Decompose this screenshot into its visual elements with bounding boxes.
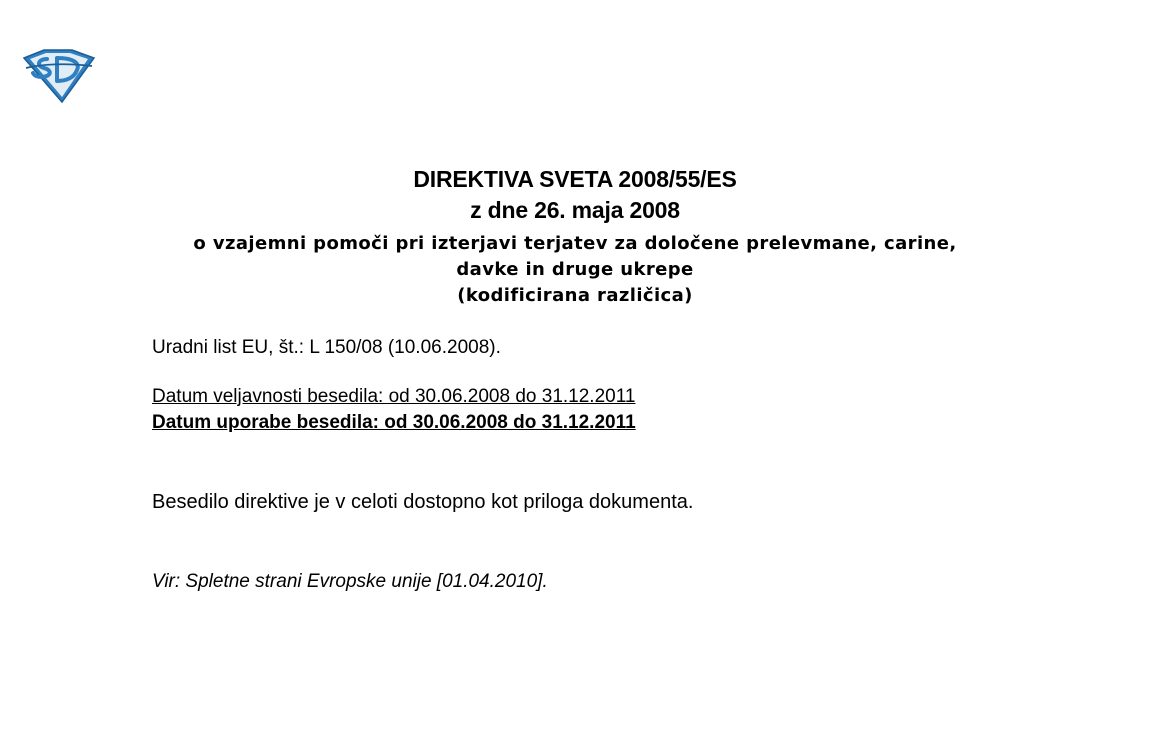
document-date-title: z dne 26. maja 2008: [470, 197, 680, 223]
subtitle-line-2: davke in druge ukrepe: [456, 259, 694, 280]
document-subtitle: [0, 231, 1150, 309]
validity-period: Datum veljavnosti besedila: od 30.06.2008 do 31.12.2011: [152, 386, 636, 407]
subtitle-line-3: (kodificirana različica): [457, 285, 693, 306]
official-journal-reference: Uradni list EU, št.: L 150/08 (10.06.2008).: [152, 337, 501, 358]
availability-note: Besedilo direktive je v celoti dostopno kot priloga dokumenta.: [152, 491, 694, 513]
sd-shield-logo-icon: [22, 48, 96, 104]
usage-period: Datum uporabe besedila: od 30.06.2008 do 31.12.2011: [152, 412, 636, 433]
source-note: Vir: Spletne strani Evropske unije [01.04.2010].: [152, 571, 548, 592]
document-title: DIREKTIVA SVETA 2008/55/ES: [413, 166, 737, 192]
subtitle-line-1: o vzajemni pomoči pri izterjavi terjatev za določene prelevmane, carine,: [193, 233, 957, 254]
